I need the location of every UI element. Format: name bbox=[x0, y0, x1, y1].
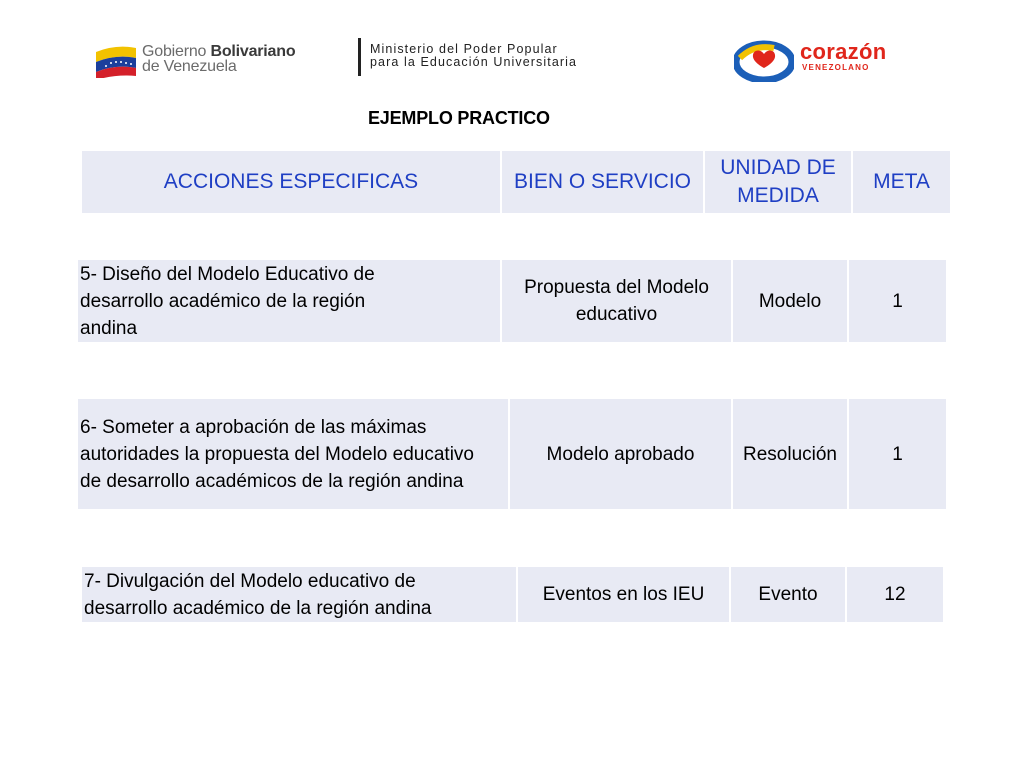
cell-unidad: Resolución bbox=[732, 398, 848, 510]
table-header-row bbox=[81, 150, 951, 214]
cell-bien: Propuesta del Modelo educativo bbox=[501, 259, 732, 343]
logo-divider bbox=[358, 38, 361, 76]
column-header-bien: BIEN O SERVICIO bbox=[501, 150, 704, 214]
cell-meta: 1 bbox=[848, 259, 947, 343]
cell-accion: 7- Divulgación del Modelo educativo de desarrollo académico de la región andina bbox=[81, 566, 517, 623]
cell-unidad: Evento bbox=[730, 566, 846, 623]
cell-meta: 12 bbox=[846, 566, 944, 623]
cell-bien: Modelo aprobado bbox=[509, 398, 732, 510]
cell-unidad: Modelo bbox=[732, 259, 848, 343]
venezolano-wordmark: VENEZOLANO bbox=[802, 63, 870, 72]
ministerio-line-2: para la Educación Universitaria bbox=[370, 55, 578, 69]
cell-meta: 1 bbox=[848, 398, 947, 510]
table-row bbox=[81, 566, 944, 623]
cell-bien: Eventos en los IEU bbox=[517, 566, 730, 623]
action-table-5 bbox=[76, 258, 948, 344]
gobierno-bolivariano-logo bbox=[94, 38, 354, 80]
cell-accion: 5- Diseño del Modelo Educativo de desarrollo académico de la región andina bbox=[77, 259, 501, 343]
column-header-meta: META bbox=[852, 150, 951, 214]
action-table-6 bbox=[76, 397, 948, 511]
gobierno-text: Gobierno Bolivariano de Venezuela bbox=[142, 43, 296, 75]
column-header-acciones: ACCIONES ESPECIFICAS bbox=[81, 150, 501, 214]
page-title: EJEMPLO PRACTICO bbox=[368, 108, 550, 128]
action-table-7 bbox=[80, 565, 945, 624]
venezuela-flag-icon bbox=[94, 42, 138, 78]
column-header-unidad: UNIDAD DE MEDIDA bbox=[704, 150, 852, 214]
ministerio-line-1: Ministerio del Poder Popular bbox=[370, 42, 558, 56]
cell-accion: 6- Someter a aprobación de las máximas autoridades la propuesta del Modelo educativo de desarrollo académicos de la región andina bbox=[77, 398, 509, 510]
ministerio-text bbox=[370, 43, 577, 69]
corazon-venezolano-logo bbox=[734, 38, 916, 84]
header-table bbox=[80, 149, 952, 215]
header-logos bbox=[0, 0, 1023, 100]
table-row bbox=[77, 398, 947, 510]
table-row bbox=[77, 259, 947, 343]
heart-swirl-icon bbox=[734, 40, 794, 82]
corazon-wordmark: corazón bbox=[800, 39, 887, 64]
